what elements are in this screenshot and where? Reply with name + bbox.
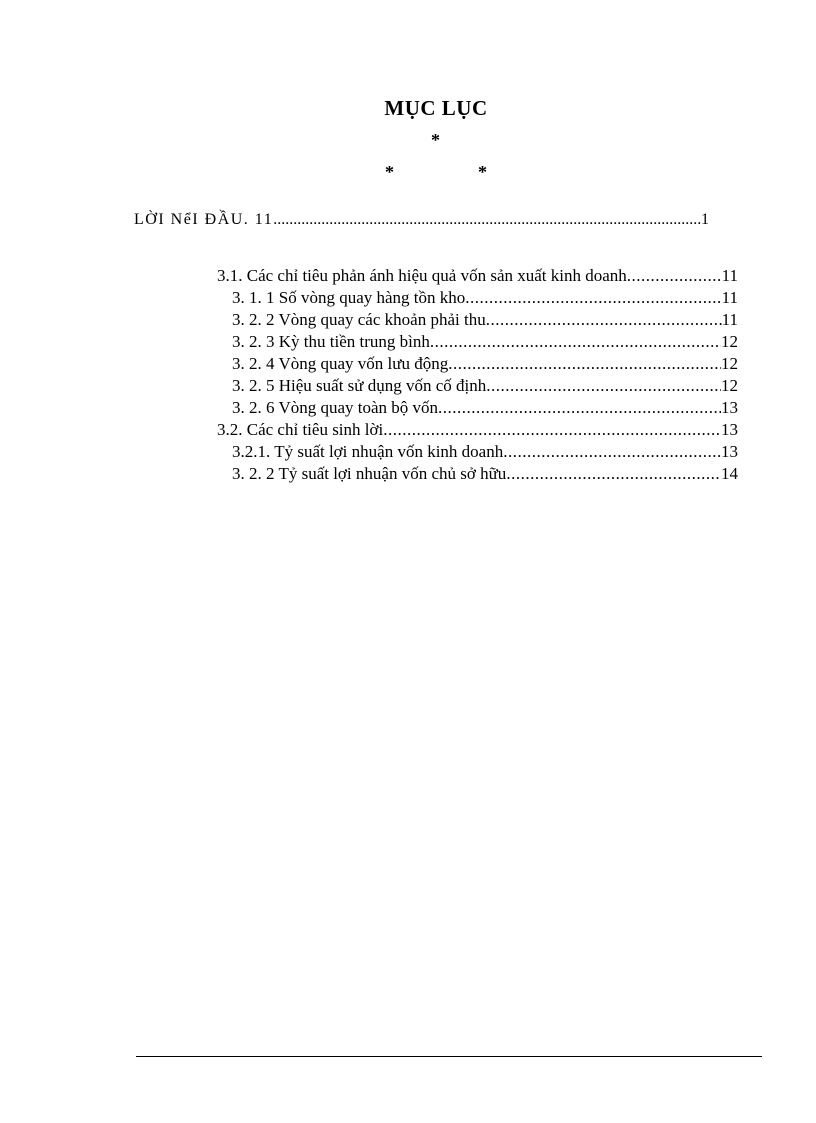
toc-entry-text: 3. 2. 2 Vòng quay các khoản phải thu	[232, 310, 486, 329]
toc-page-number: 12	[721, 376, 738, 395]
toc-entry[interactable]	[232, 397, 738, 419]
toc-page-number: 11	[721, 288, 738, 307]
toc-page-number: 11	[721, 266, 738, 285]
toc-leader-dots	[486, 309, 722, 331]
toc-entry[interactable]	[217, 265, 738, 287]
toc-entry[interactable]	[232, 309, 738, 331]
toc-leader-dots	[503, 441, 721, 463]
toc-entry[interactable]	[232, 441, 738, 463]
toc-page-number: 13	[721, 420, 738, 439]
toc-entry-preface[interactable]	[134, 209, 709, 231]
toc-leader-dots	[383, 419, 721, 441]
toc-page-number: 12	[721, 354, 738, 373]
toc-entry-text: 3. 2. 2 Tỷ suất lợi nhuận vốn chủ sở hữu	[232, 464, 507, 483]
toc-entry[interactable]	[232, 331, 738, 353]
toc-entry[interactable]	[232, 375, 738, 397]
toc-entry-text: 3. 1. 1 Số vòng quay hàng tồn kho	[232, 288, 466, 307]
toc-entry-text: 3.2.1. Tỷ suất lợi nhuận vốn kinh doanh	[232, 442, 504, 461]
toc-entry-text: 3. 2. 3 Kỳ thu tiền trung bình	[232, 332, 430, 351]
toc-page-number: 13	[721, 398, 738, 417]
toc-leader-dots	[486, 375, 721, 397]
toc-leader-dots	[627, 265, 722, 287]
footer-divider	[136, 1056, 762, 1057]
toc-entry-text: 3. 2. 6 Vòng quay toàn bộ vốn	[232, 398, 439, 417]
toc-page-number: 12	[721, 332, 738, 351]
toc-leader-dots	[273, 209, 701, 231]
toc-leader-dots	[430, 331, 721, 353]
toc-entry-text: 3. 2. 4 Vòng quay vốn lưu động	[232, 354, 449, 373]
toc-leader-dots	[506, 463, 721, 485]
toc-entry-text: LỜI NểI ĐẦU. 11	[134, 211, 274, 228]
toc-page-number: 1	[701, 211, 709, 228]
toc-page-number: 13	[721, 442, 738, 461]
decorative-star: *	[431, 130, 440, 150]
toc-entry[interactable]	[232, 463, 738, 485]
toc-page-number: 11	[721, 310, 738, 329]
toc-leader-dots	[438, 397, 721, 419]
toc-entry[interactable]	[232, 353, 738, 375]
decorative-star: *	[478, 162, 487, 182]
decorative-star: *	[385, 162, 394, 182]
page-title: MỤC LỤC	[384, 96, 488, 120]
toc-leader-dots	[448, 353, 721, 375]
toc-entry-text: 3.1. Các chỉ tiêu phản ánh hiệu quả vốn sản xuất kinh doanh	[217, 266, 627, 285]
toc-entry-text: 3. 2. 5 Hiệu suất sử dụng vốn cố định	[232, 376, 487, 395]
toc-page-number: 14	[721, 464, 738, 483]
toc-entry[interactable]	[232, 287, 738, 309]
toc-entry[interactable]	[217, 419, 738, 441]
toc-leader-dots	[465, 287, 721, 309]
toc-entry-text: 3.2. Các chỉ tiêu sinh lời	[217, 420, 384, 439]
